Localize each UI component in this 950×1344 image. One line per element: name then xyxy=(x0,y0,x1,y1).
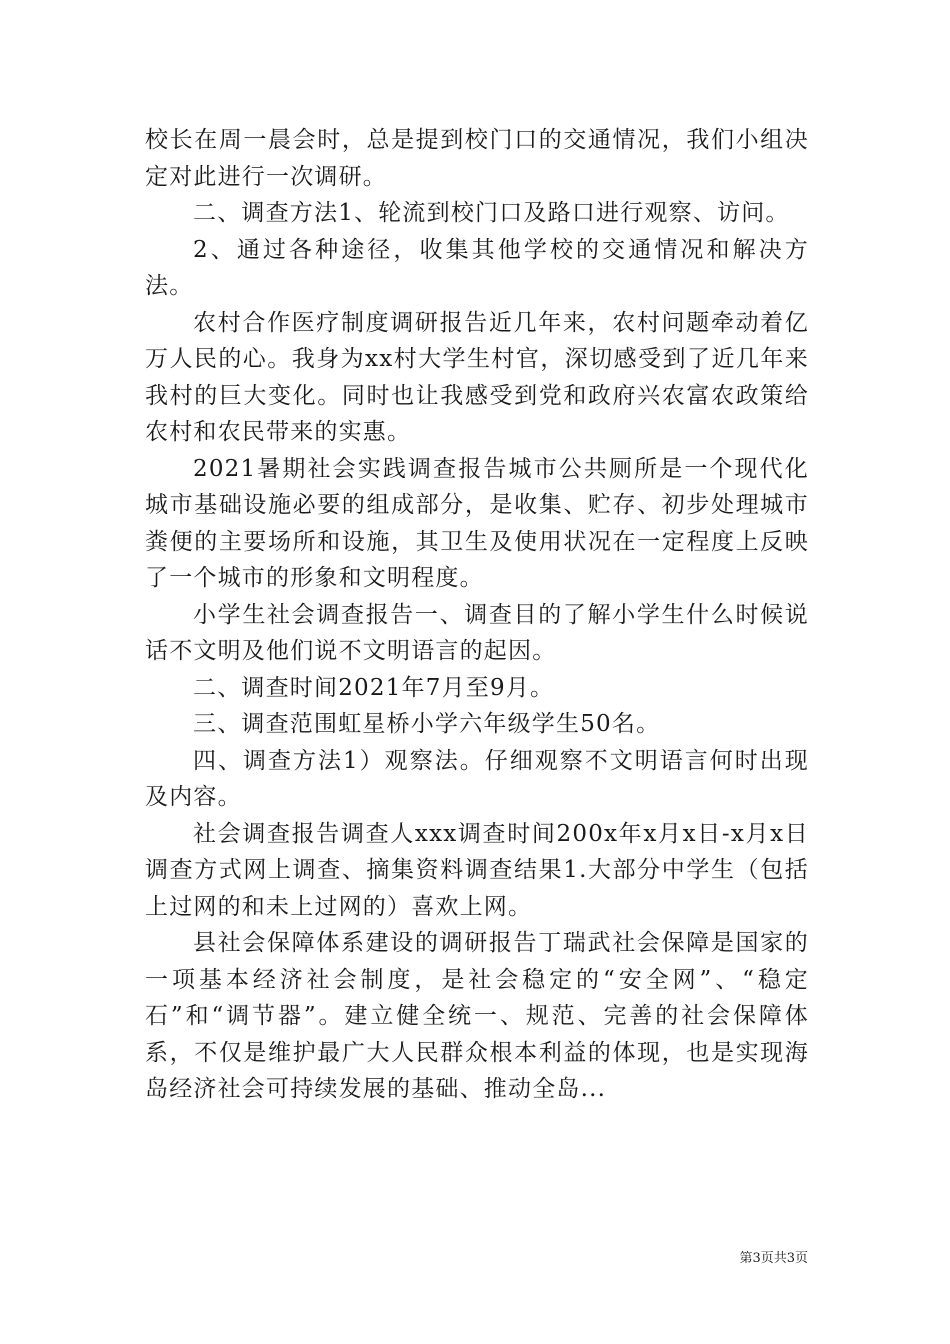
paragraph-11: 县社会保障体系建设的调研报告丁瑞武社会保障是国家的一项基本经济社会制度，是社会稳定的“安全网”、“稳定石”和“调节器”。建立健全统一、规范、完善的社会保障体系，不仅是维护最广大人民群众根本利益的体现，也是实现海岛经济社会可持续发展的基础、推动全岛... xyxy=(145,930,809,1102)
paragraph-2: 二、调查方法1、轮流到校门口及路口进行观察、访问。 xyxy=(193,200,790,226)
paragraph-3: 2、通过各种途径，收集其他学校的交通情况和解决方法。 xyxy=(145,236,809,299)
document-body xyxy=(145,122,809,1108)
paragraph-6: 小学生社会调查报告一、调查目的了解小学生什么时候说话不文明及他们说不文明语言的起因。 xyxy=(145,601,809,664)
paragraph-9: 四、调查方法1）观察法。仔细观察不文明语言何时出现及内容。 xyxy=(145,747,809,810)
paragraph-8: 三、调查范围虹星桥小学六年级学生50名。 xyxy=(193,711,661,737)
paragraph-10: 社会调查报告调查人xxx调查时间200x年x月x日-x月x日调查方式网上调查、摘集资料调查结果1.大部分中学生（包括上过网的和未上过网的）喜欢上网。 xyxy=(145,820,809,920)
paragraph-4: 农村合作医疗制度调研报告近几年来，农村问题牵动着亿万人民的心。我身为xx村大学生村官，深切感受到了近几年来我村的巨大变化。同时也让我感受到党和政府兴农富农政策给农村和农民带来的实惠。 xyxy=(145,309,809,445)
paragraph-1: 校长在周一晨会时，总是提到校门口的交通情况，我们小组决定对此进行一次调研。 xyxy=(145,127,809,190)
paragraph-5: 2021暑期社会实践调查报告城市公共厕所是一个现代化城市基础设施必要的组成部分，是收集、贮存、初步处理城市粪便的主要场所和设施，其卫生及使用状况在一定程度上反映了一个城市的形象和文明程度。 xyxy=(145,455,809,591)
paragraph-7: 二、调查时间2021年7月至9月。 xyxy=(193,674,555,701)
page-number-footer: 第3页共3页 xyxy=(739,1251,808,1266)
